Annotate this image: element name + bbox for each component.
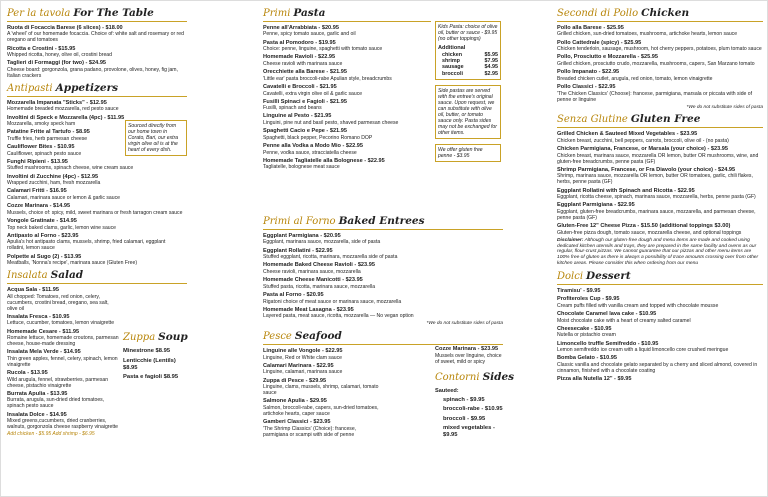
item-description: Mixed greens,cucumbers, dried cranberries, walnuts, gorgonzola cheese raspberry vinaigrette [7,418,118,431]
item-description: All chopped: Tomatoes, red onion, celery, cucumbers, crostini bread, oregano, sea salt, olive oil [7,293,109,312]
item-description: Meatballs, 'Nonna's recipe', marinara sauce (Gluten Free) [7,260,138,267]
disclaimer-label: Disclaimer: [557,237,584,243]
addon-name: shrimp [442,57,460,64]
item-description: Burrata, arugula, sun-dried dried tomatoes, spinach pesto sauce [7,397,105,410]
heading-english: Gluten Free [630,113,701,126]
menu-item [7,174,183,187]
section-heading [263,215,503,230]
heading-english: Baked Entrees [338,215,425,227]
menu-item [7,218,183,231]
menu-item [263,143,429,156]
column-1 [7,5,187,441]
menu-item [557,146,763,165]
item-description: Wild arugula, fennel, strawberries, parmesan cheese, pistachio vinaigrette [7,376,109,389]
item-description: Mussels over linguine, choice of sweet, mild or spicy [435,352,502,365]
section-heading [557,270,763,285]
item-name: Involtini di Zucchine (4pc) - $12.95 [7,173,99,180]
heading-english: For The Table [73,7,154,19]
menu-item [263,25,429,38]
item-name: Antipasto al Forno - $23.95 [7,232,79,239]
menu-item [557,376,763,383]
item-list [263,233,503,320]
menu-item [263,40,429,53]
section-for-the-table [7,7,187,79]
section-heading [557,113,763,128]
heading-italian: Secondi di Pollo [557,8,639,19]
item-description: Cheese board: gorgonzola, grana padano, provolone, olives, honey, fig jam, Italian crackers [7,66,178,79]
item-description: Top neck baked clams, garlic, lemon wine sauce [7,224,117,231]
item-description: Mussels, choice of: spicy, mild, sweet marinara or fresh tarragon cream sauce [7,209,183,216]
menu-item [263,398,381,417]
item-list [123,348,187,381]
menu-item [7,254,183,267]
item-name: Eggplant Rollatini - $22.95 [263,247,333,254]
addon-name: sausage [442,64,464,71]
item-name: Ruota di Focaccia Barese (6 slices) - $18.00 [7,24,123,31]
item-description: Rigatoni choice of meat sauce or marinara sauce, mozzarella [263,298,402,305]
item-description: Salmon, broccoli-rabe, capers, sun-dried tomatoes, artichoke hearts, caper sauce [263,404,379,417]
item-description: Chicken breast, zucchini, bell peppers, carrots, broccoli, olive oil - (no pasta) [557,137,729,144]
item-description: Linguini, pine nut and basil pesto, shaved parmesan cheese [263,120,399,127]
item-name: Insalata Fresca - $10.95 [7,313,70,320]
heading-italian: Zuppa [123,332,156,344]
menu-item [557,288,763,295]
menu-item [7,188,183,201]
item-name: Eggplant Parmigiana - $22.95 [557,202,635,209]
item-name: Homemade Tagliatelle alla Bolognese - $22.95 [263,157,385,164]
side-item: mixed vegetables - $9.95 [443,425,495,438]
addon-price: $7.95 [484,57,498,64]
kids-pasta: Kids Pasta: choice of olive oil, butter or sauce - $9.95 (no other toppings) [438,24,498,42]
addon-price: $5.95 [484,51,498,58]
item-description: Cauliflower, spinach pesto sauce [7,150,82,157]
heading-italian: Pesce [263,331,292,343]
menu-item [263,248,503,261]
menu-item [557,223,763,236]
item-name: Calamari Fritti - $16.95 [7,188,67,195]
menu-item [557,311,763,324]
item-description: Linguine, clams, mussels, shrimp, calamari, tomato sauce [263,384,379,397]
item-description: Classic vanilla and chocolate gelato separated by a cherry and sliced almond, covered in cinnamon, finished with a chocolate coating [557,362,758,375]
menu-item [557,25,763,38]
item-description: Shrimp, marinara sauce, mozzarella OR lemon, butter OR tomatoes, garlic, chili flakes, herbs, penne pasta (GF) [557,173,753,186]
item-description: Grilled chicken, sun-dried tomatoes, mushrooms, artichoke hearts, lemon sauce [557,31,738,38]
heading-italian: Primi al Forno [263,216,336,227]
item-name: Pollo Cattedrale (spicy) - $25.95 [557,39,642,46]
olive-oil-note-box: Sourced directly from our home town in Corato, Bari, our extra virgin olive oil is at the heart of every dish. [125,120,187,156]
item-description: Cream puffs filled with vanilla cream and topped with chocolate mousse [557,302,719,309]
column-2 [263,5,515,441]
item-name: Insalata Mela Verde - $14.95 [7,349,81,356]
item-name: Taglieri di Formaggi (for two) - $24.95 [7,60,107,67]
section-chicken [557,7,763,110]
menu-item [263,128,429,141]
item-description: Truffle fries, herb parmesan cheese [7,135,88,142]
heading-english: Seafood [294,330,342,343]
menu-item [7,60,187,79]
menu-item [557,84,763,103]
item-list [557,25,763,103]
menu-item [263,363,381,376]
menu-item [7,391,119,410]
menu-item [263,233,503,246]
item-name: Homemade Cheese Manicotti - $23.95 [263,277,363,284]
item-description: Linguine, Red or White clam sauce [263,354,342,361]
section-heading [435,370,515,385]
item-name: Linguine al Pesto - $21.95 [263,113,332,120]
menu-item [263,419,381,438]
item-description: Spaghetti, black pepper, Pecorino Romano DOP [263,134,373,141]
menu-item [557,131,763,144]
item-name: Profiteroles Cup - $9.95 [557,296,620,303]
section-salad [7,269,187,438]
item-name: Insalata Dolce - $14.95 [7,411,67,418]
item-description: Romaine lettuce, homemade croutons, parmesan cheese, house-made dressing [7,335,119,348]
item-list [263,25,429,171]
item-description: Chicken tenderloin, sausage, mushroom, hot cherry peppers, potatoes, plum tomato sauce [557,46,762,53]
item-name: Vongole Gratinate - $14.95 [7,218,77,224]
menu-item [263,292,503,305]
menu-item [7,287,119,312]
menu-item [263,277,503,290]
menu-item [7,25,187,44]
item-description: Tagliatelle, bolognese meat sauce [263,164,340,171]
heading-italian: Antipasti [7,82,53,94]
item-name: Gluten-Free 12" Cheese Pizza - $15.50 (additional toppings $3.00) [557,223,731,230]
item-description: Chicken breast, marinara sauce, mozzarella OR lemon, butter OR mushrooms, wine, and gluten-free breadcrumbs, penne pasta (GF) [557,152,759,165]
addon-row [438,71,498,77]
section-dessert [557,270,763,383]
no-substitution-note: *We do not substitute sides of pasta [686,104,763,110]
heading-italian: Senza Glutine [557,114,628,126]
item-name: Ricotta e Crostini - $15.95 [7,45,76,52]
addon-price: $2.95 [484,70,498,77]
soup-item: Pasta e fagioli $8.95 [123,374,179,381]
addons-list [438,52,498,78]
item-description: 'The Shrimp Classics' (Choice): francese, parmigiana or scampi with side of penne [263,425,357,438]
section-heading [123,331,187,345]
addon-name: broccoli [442,70,463,77]
menu-item [557,69,763,82]
item-name: Grilled Chicken & Sauteed Mixed Vegetables - $23.95 [557,131,698,138]
item-name: Pasta al Forno - $20.95 [263,291,324,298]
item-description: Stuffed pasta, ricotta, marinara sauce, mozzarella [263,283,376,290]
item-name: Pollo Classici - $22.95 [557,83,616,90]
item-name: Homemade Ravioli - $22.95 [263,54,336,61]
item-name: Spaghetti Cacio e Pepe - $21.95 [263,128,347,135]
item-name: Pollo, Prosciutto e Mozzarella - $25.95 [557,54,659,61]
addon-name: chicken [442,51,463,58]
menu-item [557,296,763,309]
item-name: Zuppa di Pesce - $29.95 [263,377,327,384]
section-appetizers [7,82,187,266]
item-description: Gluten-free pizza dough, tomato sauce, mozzarella cheese, and optional toppings [557,229,742,236]
menu-item [263,262,503,275]
item-description: Choice: penne, linguine, spaghetti with tomato sauce [263,46,383,53]
item-description: Breaded chicken cutlet, arugula, red onion, tomato, lemon vinaigrette [557,75,713,82]
item-description: Linguine, calamari, marinara sauce [263,369,343,376]
side-item: broccoli-rabe - $10.95 [443,406,503,413]
section-heading [7,7,187,22]
menu-item [7,159,183,172]
item-name: Shrimp Parmigiana, Francese, or Fra Diavolo (your choice) - $24.95 [557,166,736,173]
menu-item [557,40,763,53]
item-name: Homemade Meat Lasagna - $23.95 [263,306,354,313]
heading-italian: Contorni [435,371,480,383]
item-name: Homemade Baked Cheese Ravioli - $23.95 [263,262,375,269]
item-description: Eggplant, marinara sauce, mozzarella, side of pasta [263,239,381,246]
menu-item [263,158,429,171]
menu-item [7,314,119,327]
item-name: Bomba Gelato - $10.95 [557,355,617,362]
item-list [7,287,119,430]
column-3 [557,5,763,386]
item-name: Polpette al Sugo (2) - $13.95 [7,253,82,260]
soup-item: Lenticchie (Lentils) $8.95 [123,357,176,371]
item-name: Mozzarella Impanata "Sticks" - $12.95 [7,99,107,106]
item-description: Penne, vodka sauce, stracciatella cheese [263,149,357,156]
item-list [557,288,763,383]
item-description: Penne, spicy tomato sauce, garlic and oil [263,31,356,38]
section-gluten-free [557,113,763,266]
item-description: Wrapped zucchini, ham, fresh mozzarella [7,180,101,187]
section-soup [123,329,187,384]
side-pasta-note: Side pastas are served with the entree's original sauce. Upon request, we can substitute with olive oil, butter, or tomato sauce only. Pasta sides may not be exchanged for other items. [435,85,501,139]
menu-item [557,355,763,374]
item-description: 'The Chicken Classics' (Choose): francese, parmigiana, marsala or piccata with side of penne or linguine [557,90,753,103]
item-name: Penne alla Vodka a Modo Mio - $22.95 [263,143,363,150]
kids-pasta-box [435,21,501,80]
item-name: Cozze Marinara - $14.95 [7,203,71,210]
item-description: Moist chocolate cake with a heart of creamy salted caramel [557,317,691,324]
item-name: Pizza alla Nutella 12" - $9.95 [557,376,632,383]
side-item: spinach - $9.95 [443,397,485,404]
section-pasta [263,7,503,212]
heading-english: Appetizers [55,81,119,94]
item-description: 'Little ear' pasta broccoli-rabe Apulian style, breadcrumbs [263,75,392,82]
item-name: Funghi Ripieni - $13.95 [7,158,68,165]
heading-italian: Insalata [7,270,48,282]
item-name: Pasta al Pomodoro - $19.95 [263,39,336,46]
item-description: A 'wheel' of our homemade focaccia. Choice of: white salt and rosemary or red oregano and tomatoes [7,31,184,44]
item-name: Involtini di Speck e Mozzarella (4pc) - $11.95 [7,114,125,121]
section-baked-entrees [263,215,503,327]
item-name: Homemade Cesare - $11.95 [7,328,80,335]
item-name: Chocolate Caramel lava cake - $10.95 [557,311,657,318]
heading-english: Sides [482,370,515,383]
item-name: Pollo Impanato - $22.95 [557,69,620,76]
menu-item [7,412,119,431]
menu-item [263,99,429,112]
menu-item [263,307,503,320]
no-substitution-note: *We do not substitute sides of pasta [426,321,503,327]
item-name: Patatine Fritte al Tartufo - $8.95 [7,129,90,136]
item-list [557,131,763,236]
gluten-free-penne-note: We offer gluten free penne - $3.95 [435,144,501,162]
sides-list [435,397,503,439]
item-description: Homemade breaded mozzarella, red pesto sauce [7,106,119,113]
menu-item [7,349,119,368]
heading-english: Dessert [586,269,631,282]
item-name: Cheesecake - $10.95 [557,325,612,332]
item-list [263,348,381,438]
section-heading [7,269,187,284]
item-description: Lettuce, cucumber, tomatoes, lemon vinaigrette [7,320,115,327]
item-name: Limoncello truffle Semifreddo - $10.95 [557,340,659,347]
item-name: Fusilli Spinaci e Fagioli - $21.95 [263,98,347,105]
disclaimer-text: Although our gluten-free dough and menu items are made and cooked using dedicated kitchen utensils and trays, they are prepared in the same facility and ovens as our regular, flour-crust pizzas. We cannot guarantee that our pizzas and other menu items are 100% free of gluten as there is always a possibility of trace amounts crossing over from other kitchen areas. Please consider this when ordering from our menu [557,237,759,266]
item-name: Chicken Parmigiana, Francese, or Marsala (your choice) - $23.95 [557,145,728,152]
item-description: Thin green apples, fennel, celery, spinach, lemon vinaigrette [7,355,118,368]
item-description: Eggplant, gluten-free breadcrumbs, marinara sauce, mozzarella, and parmesan cheese, penne pasta (GF) [557,208,756,221]
menu-item [557,188,763,201]
section-heading [263,330,503,345]
item-name: Cavatelli e Broccoli - $21.95 [263,83,337,90]
item-name: Burrata Apulia - $13.95 [7,390,68,397]
item-description: Mozzarella, smoky speck ham [7,121,76,128]
item-description: Cavatelli, extra virgin olive oil & garlic sauce [263,90,363,97]
gluten-disclaimer [557,238,763,267]
menu-item [263,69,429,82]
item-description: Eggplant, ricotta cheese, spinach, marinara sauce, mozzarella, herbs, penne pasta (GF) [557,194,756,201]
side-item: broccoli - $9.95 [443,415,486,422]
sauteed-label: Sauteed: [435,387,459,394]
item-description: Layered pasta, meat sauce, ricotta, mozzarella — No vegan option [263,313,414,320]
item-name: Eggplant Rollatini with Spinach and Ricotta - $22.95 [557,187,695,194]
menu-item [263,378,381,397]
item-name: Cauliflower Bites - $10.95 [7,144,75,151]
soup-item: Minestrone $8.95 [123,347,171,354]
item-description: Stuffed mushrooms, spinach cheese, wine cream sauce [7,165,134,172]
heading-english: Soup [158,331,188,344]
menu-item [263,348,381,361]
item-name: Tiramisu' - $9.95 [557,287,601,294]
menu-item [557,326,763,339]
menu-item [435,346,503,365]
menu-item [7,100,183,113]
menu-item [263,113,429,126]
item-description: Stuffed eggplant, ricotta, marinara, mozzarella side of pasta [263,254,398,261]
item-description: Calamari, marinara sauce or lemon & garlic sauce [7,195,120,202]
item-name: Eggplant Parmigiana - $20.95 [263,232,341,239]
heading-english: Salad [50,269,84,282]
seafood-right [435,346,515,441]
item-name: Penne all'Arrabbiata - $20.95 [263,24,339,31]
heading-italian: Dolci [557,270,584,282]
salad-addons: Add chicken - $5.95 Add shrimp - $6.95 [7,431,95,438]
heading-english: Chicken [641,7,690,19]
menu-item [7,46,187,59]
item-name: Rucola - $13.95 [7,370,48,377]
additional-label: Additional [438,45,466,51]
item-name: Linguine alle Vongole - $22.95 [263,347,343,354]
item-name: Gamberi Classici - $23.95 [263,419,331,426]
menu-item [557,167,763,186]
menu-item [557,341,763,354]
item-name: Pollo alla Barese - $25.95 [557,24,624,31]
item-description: Cheese ravioli with marinara sauce [263,60,343,67]
menu-item [557,54,763,67]
section-heading [557,7,763,22]
item-description: Nutella or pistachio cream [557,332,616,339]
heading-english: Pasta [293,7,326,19]
menu-item [7,203,183,216]
item-name: Orecchiette alla Barese - $21.95 [263,69,347,76]
menu-item [263,54,429,67]
section-heading [7,82,187,97]
menu-item [7,329,119,348]
menu-item [7,233,183,252]
addon-price: $4.95 [484,64,498,71]
item-description: Cheese ravioli, marinara sauce, mozzarella [263,268,361,275]
item-list [7,25,187,79]
heading-italian: Primi [263,8,291,19]
item-description: Whipped ricotta, honey, olive oil, crostini bread [7,52,112,59]
item-name: Cozze Marinara - $23.95 [435,346,499,353]
item-name: Salmone Apulia - $29.95 [263,398,327,405]
section-heading [263,7,431,22]
pasta-sidebar [435,21,501,162]
item-description: Fusilli, spinach and beans [263,105,322,112]
item-name: Acqua Sala - $11.95 [7,286,59,293]
menu-item [557,202,763,221]
menu-item [263,84,429,97]
section-seafood [263,330,515,438]
item-description: Grilled chicken, prosciutto crudo, mozzarella, mushrooms, capers, San Marzano tomato [557,60,755,67]
item-description: Apulia's hot antipasto clams, mussels, shrimp, fried calamari, eggplant rollatini, lemon sauce [7,239,166,252]
item-name: Calamari Marinara - $22.95 [263,362,334,369]
menu-item [7,370,119,389]
item-description: Lemon semifreddo ice cream with a liquid limoncello core crushed meringue [557,347,729,354]
heading-italian: Per la tavola [7,8,71,19]
